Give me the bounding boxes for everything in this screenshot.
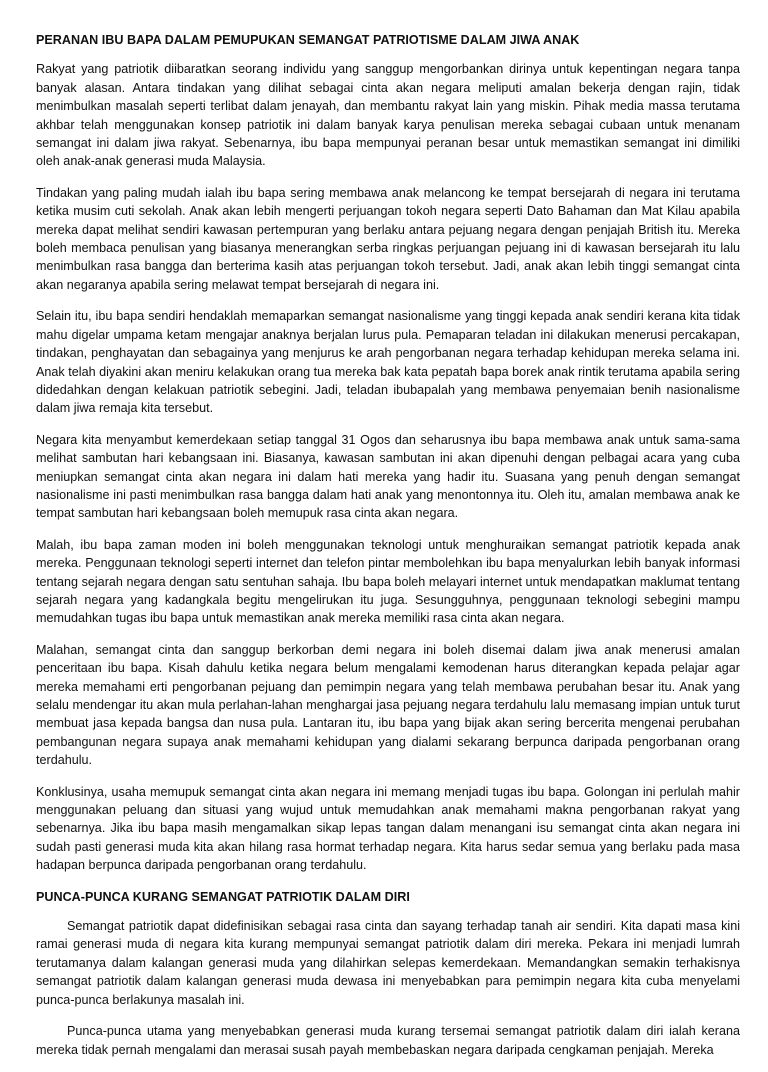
paragraph-conclusion: Konklusinya, usaha memupuk semangat cinta akan negara ini memang menjadi tugas ibu bapa. Golongan ini perlulah mahir menggunakan peluang dan situasi yang wujud untuk memudahkan anak memahami makna pengorbanan rakyat yang sebenarnya. Jika ibu bapa masih mengamalkan sikap lepas tangan dalam menangani isu semangat cinta akan negara ini sudah pasti generasi muda kita akan hilang rasa hormat terhadap negara. Kita harus sedar semua yang berlaku pada masa hadapan berpunca daripada pengorbanan orang terdahulu.: [36, 784, 740, 873]
document-page: [36, 31, 740, 1072]
paragraph-parent-example: Selain itu, ibu bapa sendiri hendaklah memaparkan semangat nasionalisme yang tinggi kepada anak sendiri kerana kita tidak mahu digelar umpama ketam mengajar anaknya berjalan lurus pula. Pemaparan teladan ini dilakukan menerusi percakapan, tindakan, penghayatan dan sebagainya yang menjurus ke arah pengorbanan negara terhadap kehidupan mereka selama ini. Anak telah diyakini akan meniru kelakukan orang tua mereka bak kata pepatah bapa borek anak rintik terutama apabila sering didedahkan dengan kelakuan patriotik sebegini. Jadi, teladan ibubapalah yang membawa penyemaian benih nasionalisme dalam jiwa remaja kita tersebut.: [36, 309, 740, 416]
paragraph-technology: Malah, ibu bapa zaman moden ini boleh menggunakan teknologi untuk menghuraikan semangat patriotik kepada anak mereka. Penggunaan teknologi seperti internet dan telefon pintar membolehkan ibu bapa menyalurkan lebih banyak informasi tentang sejarah negara dengan satu sentuhan sahaja. Ibu bapa boleh melayari internet untuk mendapatkan maklumat tentang sejarah negara yang kadangkala begitu mengelirukan itu juga. Sesungguhnya, penggunaan teknologi sebegini mampu memudahkan tugas ibu bapa untuk memastikan anak mereka memiliki rasa cinta akan negara.: [36, 537, 740, 626]
section-heading-causes: PUNCA-PUNCA KURANG SEMANGAT PATRIOTIK DALAM DIRI: [36, 889, 410, 904]
paragraph-causes-intro: Semangat patriotik dapat didefinisikan sebagai rasa cinta dan sayang terhadap tanah air sendiri. Kita dapati masa kini ramai generasi muda di negara kita kurang mempunyai semangat patriotik dalam diri mereka. Pekara ini menjadi lumrah terutamanya dalam kalangan generasi muda yang dilahirkan selepas kemerdekaan. Memandangkan semakin terhakisnya semangat patriotik dalam kalangan generasi muda dewasa ini menyebabkan para pemimpin negara kita cuba menyelami punca-punca berlakunya masalah ini.: [36, 919, 740, 1007]
paragraph-intro: Rakyat yang patriotik diibaratkan seorang individu yang sanggup mengorbankan dirinya untuk kepentingan negara tanpa banyak alasan. Antara tindakan yang dilihat sebagai cinta akan negara meliputi amalan bekerja dengan rajin, tidak menimbulkan masalah seperti terlibat dalam jenayah, dan membantu rakyat lain yang miskin. Pihak media massa terutama akhbar telah menggunakan konsep patriotik ini dalam banyak karya penulisan mereka sebagai cubaan untuk menanam semangat ini dalam jiwa rakyat. Sebenarnya, ibu bapa mempunyai peranan besar untuk memastikan semangat ini dimiliki oleh anak-anak generasi muda Malaysia.: [36, 62, 740, 169]
paragraph-causes-main: Punca-punca utama yang menyebabkan generasi muda kurang tersemai semangat patriotik dalam diri ialah kerana mereka tidak pernah mengalami dan merasai susah payah membebaskan negara daripada cengkaman penjajah. Mereka: [36, 1024, 740, 1057]
paragraph-historic-places: Tindakan yang paling mudah ialah ibu bapa sering membawa anak melancong ke tempat bersejarah di negara ini terutama ketika musim cuti sekolah. Anak akan lebih mengerti perjuangan tokoh negara seperti Dato Bahaman dan Mat Kilau apabila mereka dapat melihat sendiri kawasan pertempuran yang berlaku antara pejuang negara dengan penjajah British itu. Mereka boleh membaca penulisan yang biasanya menerangkan serba ringkas perjuangan pejuang ini di kawasan bersejarah itu lalu menimbulkan rasa bangga dan berterima kasih atas perjuangan tokoh tersebut. Jadi, anak akan lebih tinggi semangat cinta akan negaranya apabila sering melawat tempat bersejarah di negara ini.: [36, 185, 740, 292]
paragraph-storytelling: Malahan, semangat cinta dan sanggup berkorban demi negara ini boleh disemai dalam jiwa anak menerusi amalan penceritaan ibu bapa. Kisah dahulu ketika negara belum mengalami kemodenan harus diterangkan kepada pelajar agar mereka memahami erti pengorbanan pejuang dan pemimpin negara yang telah membawa perubahan besar itu. Anak yang selalu mendengar itu akan mula perlahan-lahan menghargai jasa pejuang negara terdahulu lalu memasang impian untuk turut membuat jasa kepada bangsa dan nusa pula. Lantaran itu, ibu bapa yang bijak akan sering bercerita mengenai perubahan pembangunan negara supaya anak memahami kehidupan yang dialami sekarang berpunca daripada pengorbanan orang terdahulu.: [36, 642, 740, 768]
paragraph-independence-day: Negara kita menyambut kemerdekaan setiap tanggal 31 Ogos dan seharusnya ibu bapa membawa anak untuk sama-sama melihat sambutan hari kebangsaan ini. Biasanya, kawasan sambutan ini akan dipenuhi dengan pelbagai acara yang cuba meniupkan semangat cinta akan negara ini dalam hati mereka yang hadir itu. Suasana yang penuh dengan semangat nasionalisme ini pasti menimbulkan rasa bangga dalam hati anak yang menontonnya itu. Oleh itu, amalan membawa anak ke tempat sambutan hari kebangsaan boleh memupuk rasa cinta akan negara.: [36, 432, 740, 521]
essay-title: PERANAN IBU BAPA DALAM PEMUPUKAN SEMANGAT PATRIOTISME DALAM JIWA ANAK: [36, 33, 580, 47]
